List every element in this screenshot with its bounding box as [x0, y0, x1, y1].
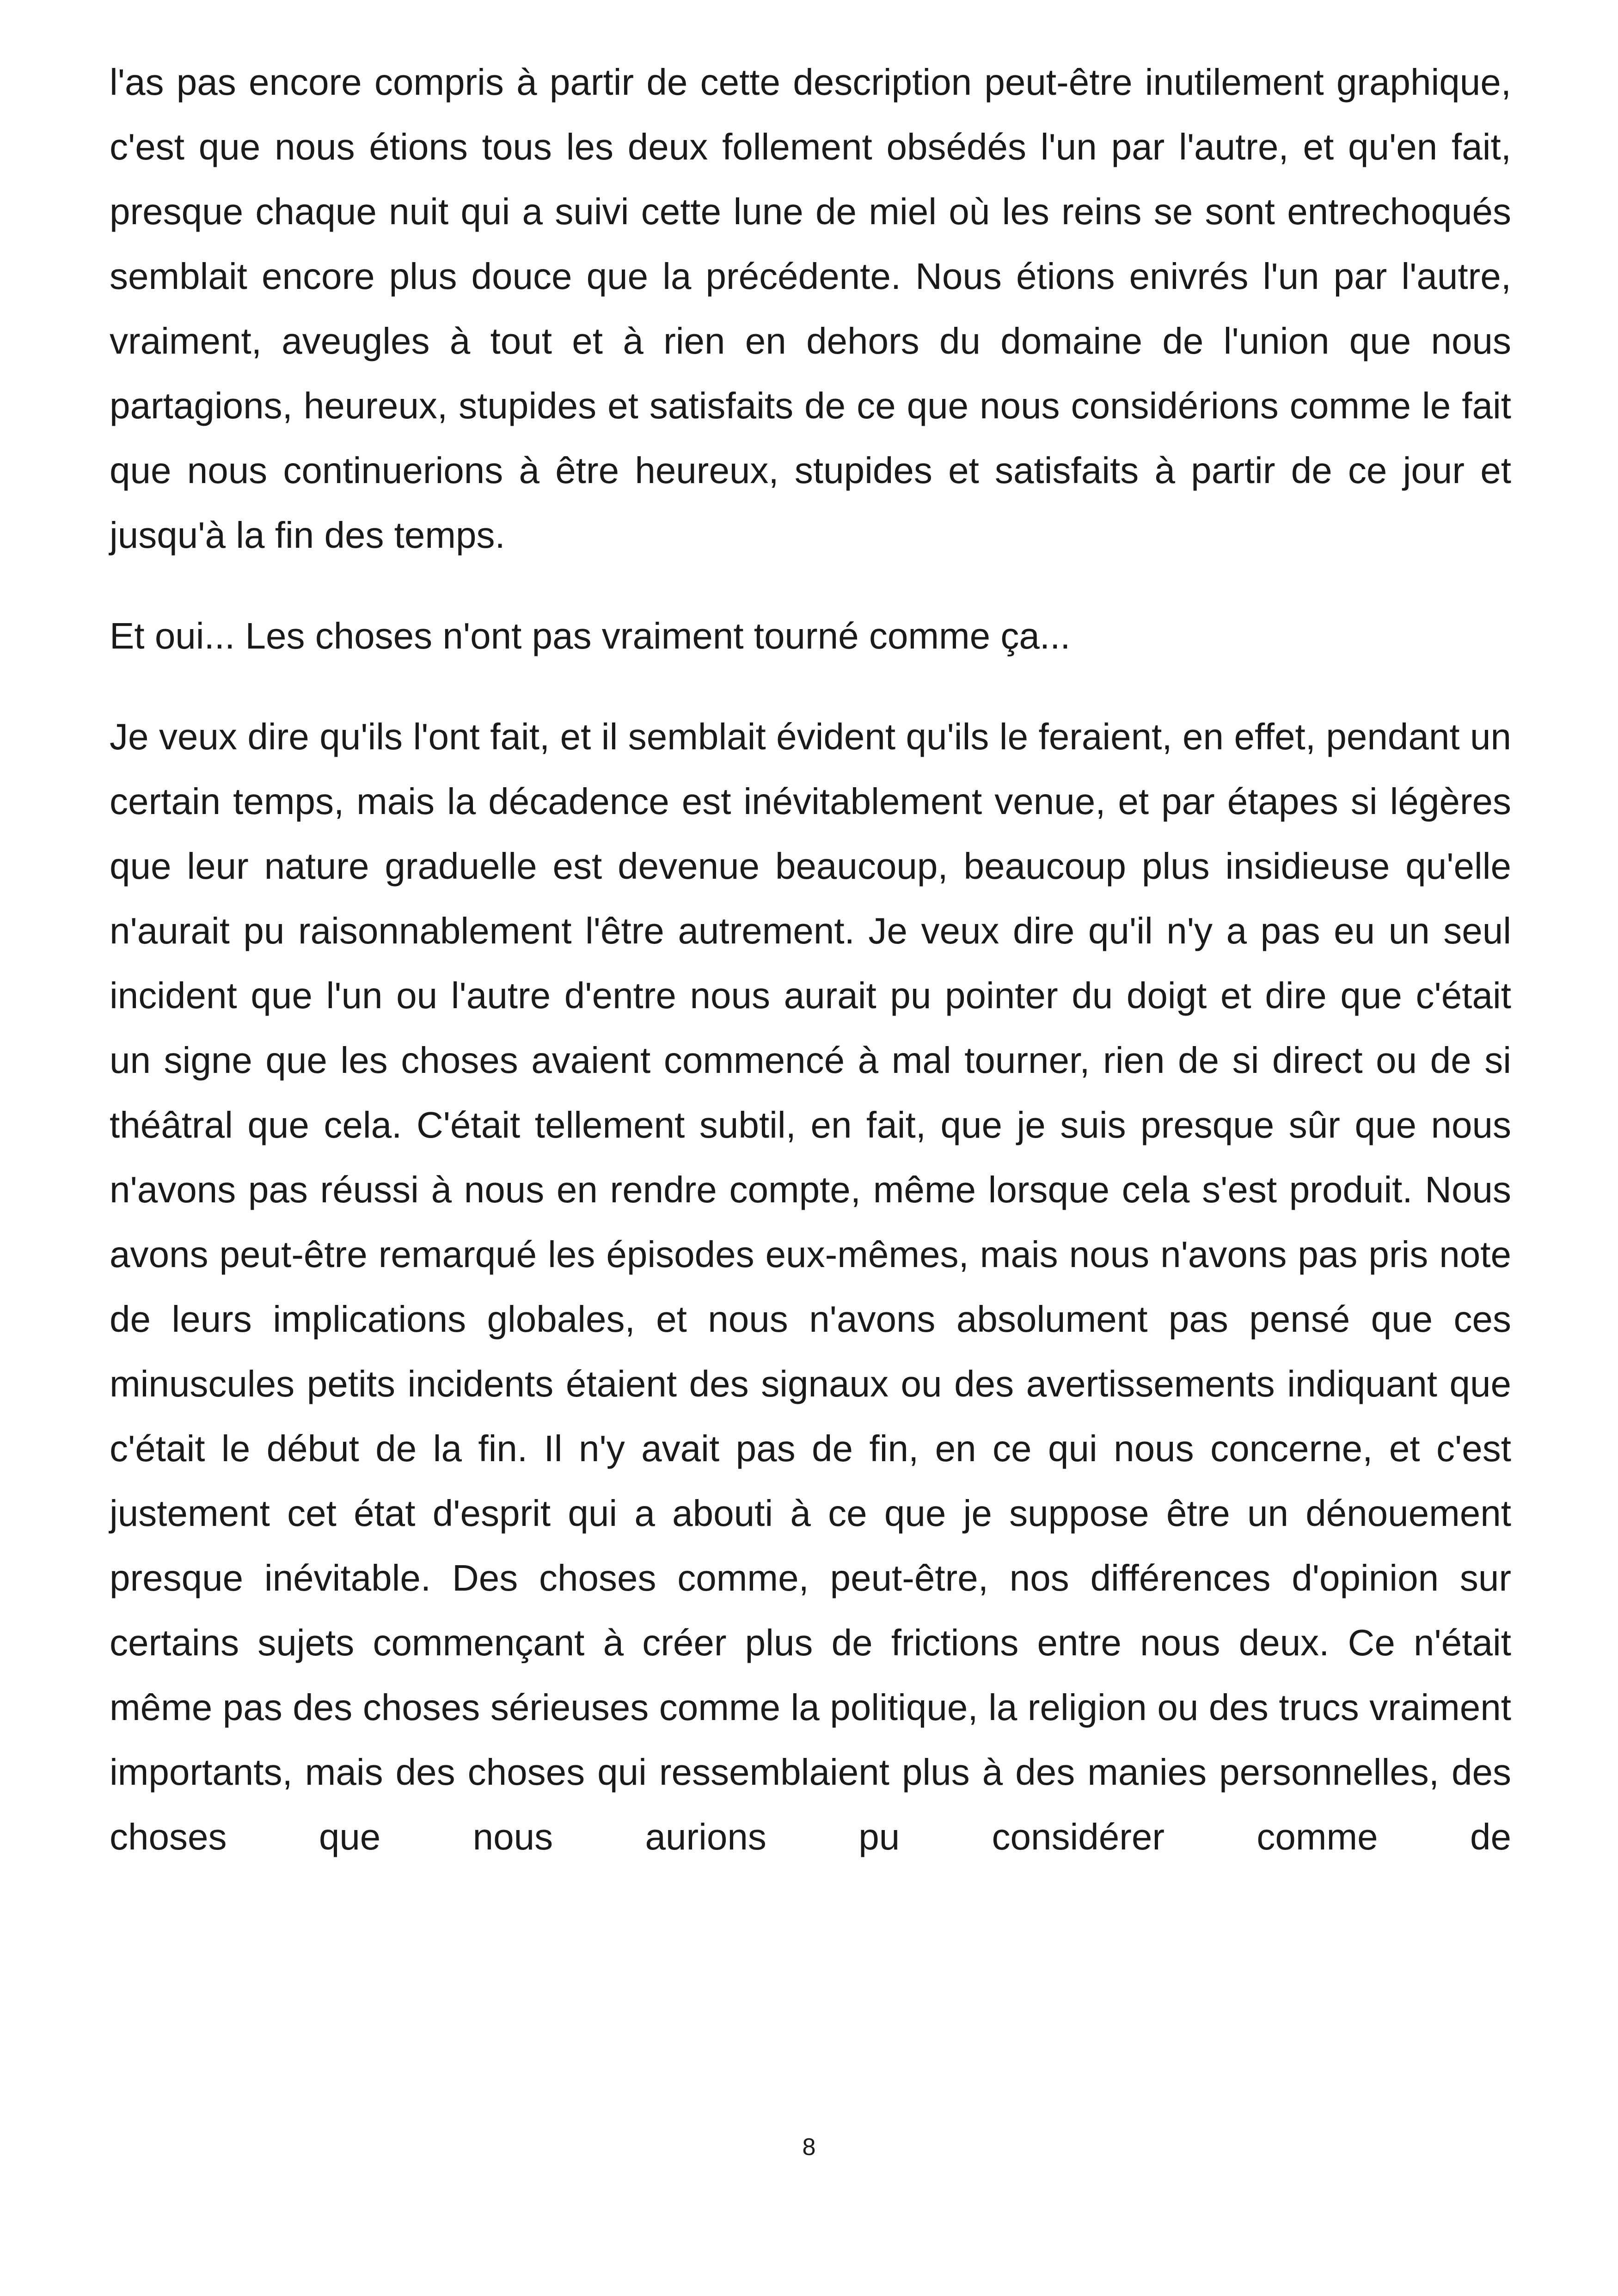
paragraph-3: Je veux dire qu'ils l'ont fait, et il semblait évident qu'ils le feraient, en effet, pendant un certain temps, mais la décadence est inévitablement venue, et par étapes si légères que leur nature graduelle est devenue beaucoup, beaucoup plus insidieuse qu'elle n'aurait pu raisonnablement l'être autrement. Je veux dire qu'il n'y a pas eu un seul incident que l'un ou l'autre d'entre nous aurait pu pointer du doigt et dire que c'était un signe que les choses avaient commencé à mal tourner, rien de si direct ou de si théâtral que cela. C'était tellement subtil, en fait, que je suis presque sûr que nous n'avons pas réussi à nous en rendre compte, même lorsque cela s'est produit. Nous avons peut-être remarqué les épisodes eux-mêmes, mais nous n'avons pas pris note de leurs implications globales, et nous n'avons absolument pas pensé que ces minuscules petits incidents étaient des signaux ou des avertissements indiquant que c'était le début de la fin. Il n'y avait pas de fin, en ce qui nous concerne, et c'est justement cet état d'esprit qui a abouti à ce que je suppose être un dénouement presque inévitable. Des choses comme, peut-être, nos différences d'opinion sur certains sujets commençant à créer plus de frictions entre nous deux. Ce n'était même pas des choses sérieuses comme la politique, la religion ou des trucs vraiment importants, mais des choses qui ressemblaient plus à des manies personnelles, des choses que nous aurions pu considérer comme de	[110, 716, 1511, 1857]
page-number: 8	[802, 2134, 816, 2161]
paragraph-2: Et oui... Les choses n'ont pas vraiment tourné comme ça...	[110, 615, 1071, 656]
paragraph-1: l'as pas encore compris à partir de cette description peut-être inutilement graphique, c'est que nous étions tous les deux follement obsédés l'un par l'autre, et qu'en fait, presque chaque nuit qui a suivi cette lune de miel où les reins se sont entrechoqués semblait encore plus douce que la précédente. Nous étions enivrés l'un par l'autre, vraiment, aveugles à tout et à rien en dehors du domaine de l'union que nous partagions, heureux, stupides et satisfaits de ce que nous considérions comme le fait que nous continuerions à être heureux, stupides et satisfaits à partir de ce jour et jusqu'à la fin des temps.	[110, 61, 1511, 556]
body-text	[110, 50, 1511, 1905]
